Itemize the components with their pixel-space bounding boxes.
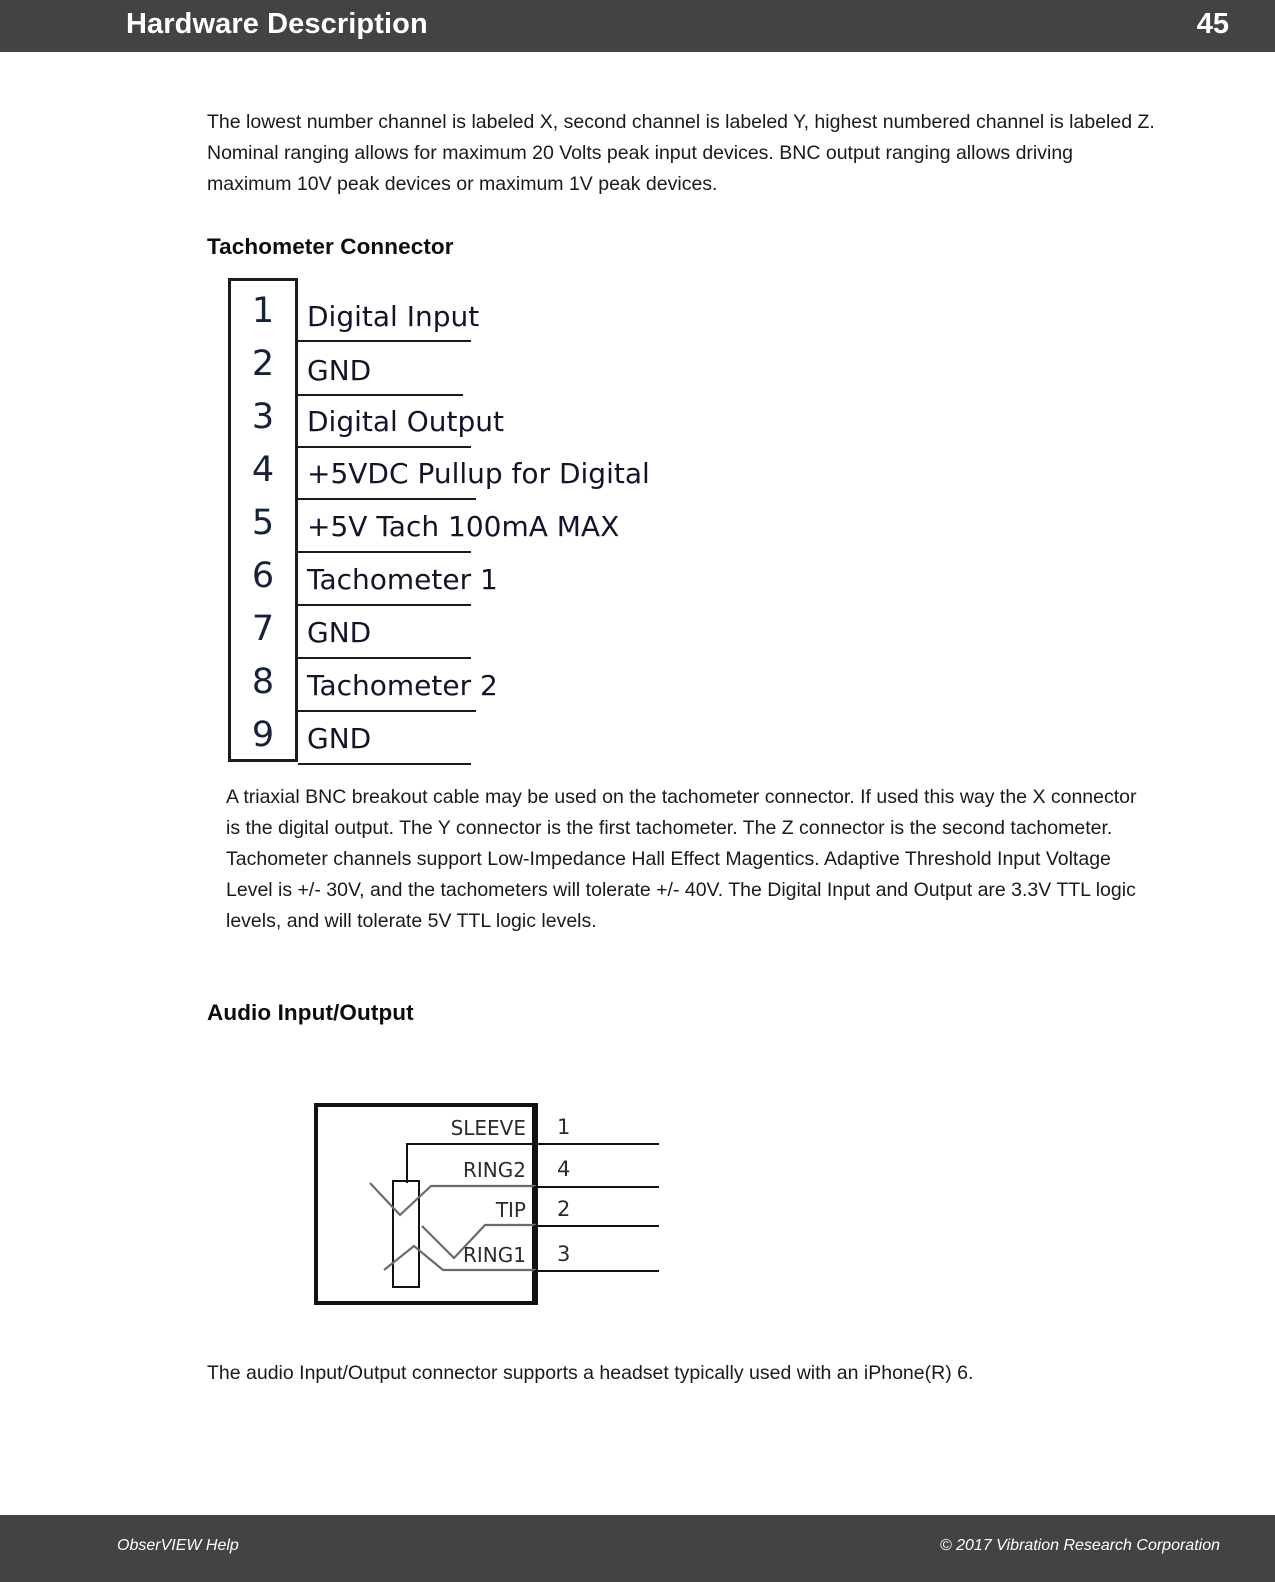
tach-pin-label: +5VDC Pullup for Digital bbox=[307, 457, 650, 490]
page-footer bbox=[0, 1515, 1275, 1582]
tach-leader-line bbox=[298, 498, 476, 500]
tach-pin-label: Tachometer 2 bbox=[307, 669, 498, 702]
tach-pin-label: +5V Tach 100mA MAX bbox=[307, 510, 620, 543]
footer-product-name: ObserVIEW Help bbox=[117, 1537, 239, 1554]
audio-contact-label: SLEEVE bbox=[450, 1116, 526, 1140]
audio-pin-line-4 bbox=[534, 1186, 659, 1188]
tach-leader-line bbox=[298, 551, 471, 553]
tach-pin-number: 9 bbox=[251, 715, 275, 755]
audio-contact-label: RING2 bbox=[463, 1158, 526, 1182]
audio-pin-number: 3 bbox=[557, 1242, 571, 1266]
audio-pin-number: 2 bbox=[557, 1197, 571, 1221]
tach-pin-label: Tachometer 1 bbox=[307, 563, 498, 596]
page-title: Hardware Description bbox=[126, 8, 428, 40]
tach-pin-label: GND bbox=[307, 616, 372, 649]
tachometer-paragraph: A triaxial BNC breakout cable may be used on the tachometer connector. If used this way the X connector is the digital output. The Y connector is the first tachometer. The Z connector is the second tachometer. Tachometer channels support Low-Impedance Hall Effect Magentics. Adaptive Threshold Input Voltage Level is +/- 30V, and the tachometers will tolerate +/- 40V. The Digital Input and Output are 3.3V TTL logic levels, and will tolerate 5V TTL logic levels. bbox=[226, 786, 1137, 932]
tach-pin-label: Digital Input bbox=[307, 300, 480, 333]
intro-paragraph: The lowest number channel is labeled X, second channel is labeled Y, highest numbered channel is labeled Z. Nominal ranging allows for maximum 20 Volts peak input devices. BNC output ranging allows driving maximum 10V peak devices or maximum 1V peak devices. bbox=[207, 111, 1155, 195]
tach-pin-number: 3 bbox=[251, 397, 275, 437]
tach-pin-number: 2 bbox=[251, 344, 275, 384]
tachometer-connector-heading: Tachometer Connector bbox=[207, 234, 454, 259]
audio-pin-line-3 bbox=[534, 1270, 659, 1272]
tach-leader-line bbox=[298, 604, 471, 606]
tach-leader-line bbox=[298, 340, 471, 342]
tach-pin-number: 5 bbox=[251, 503, 275, 543]
tach-leader-line bbox=[298, 394, 463, 396]
tach-pin-number: 6 bbox=[251, 556, 275, 596]
page-header bbox=[0, 0, 1275, 52]
tach-leader-line bbox=[298, 763, 471, 765]
tach-pin-number: 8 bbox=[251, 662, 275, 702]
audio-contact-label: RING1 bbox=[463, 1243, 526, 1267]
footer-copyright: © 2017 Vibration Research Corporation bbox=[939, 1537, 1220, 1554]
tach-pin-label: GND bbox=[307, 722, 372, 755]
tachometer-connector-diagram bbox=[207, 272, 727, 772]
audio-paragraph: The audio Input/Output connector supports a headset typically used with an iPhone(R) 6. bbox=[207, 1362, 974, 1384]
tach-leader-line bbox=[298, 657, 471, 659]
audio-pin-line-2 bbox=[534, 1225, 659, 1227]
audio-pin-number: 1 bbox=[557, 1115, 571, 1139]
tach-leader-line bbox=[298, 446, 471, 448]
audio-connector-diagram bbox=[312, 1098, 657, 1313]
tach-pin-number: 1 bbox=[251, 291, 275, 331]
audio-contact-label: TIP bbox=[495, 1198, 526, 1222]
audio-input-output-heading: Audio Input/Output bbox=[207, 1000, 414, 1025]
page-number: 45 bbox=[1196, 8, 1229, 40]
tach-pin-label: GND bbox=[307, 354, 372, 387]
audio-pin-number: 4 bbox=[557, 1157, 571, 1181]
tach-leader-line bbox=[298, 710, 476, 712]
tach-pin-label: Digital Output bbox=[307, 405, 504, 438]
tach-pin-number: 7 bbox=[251, 609, 275, 649]
tach-pin-number: 4 bbox=[251, 450, 275, 490]
